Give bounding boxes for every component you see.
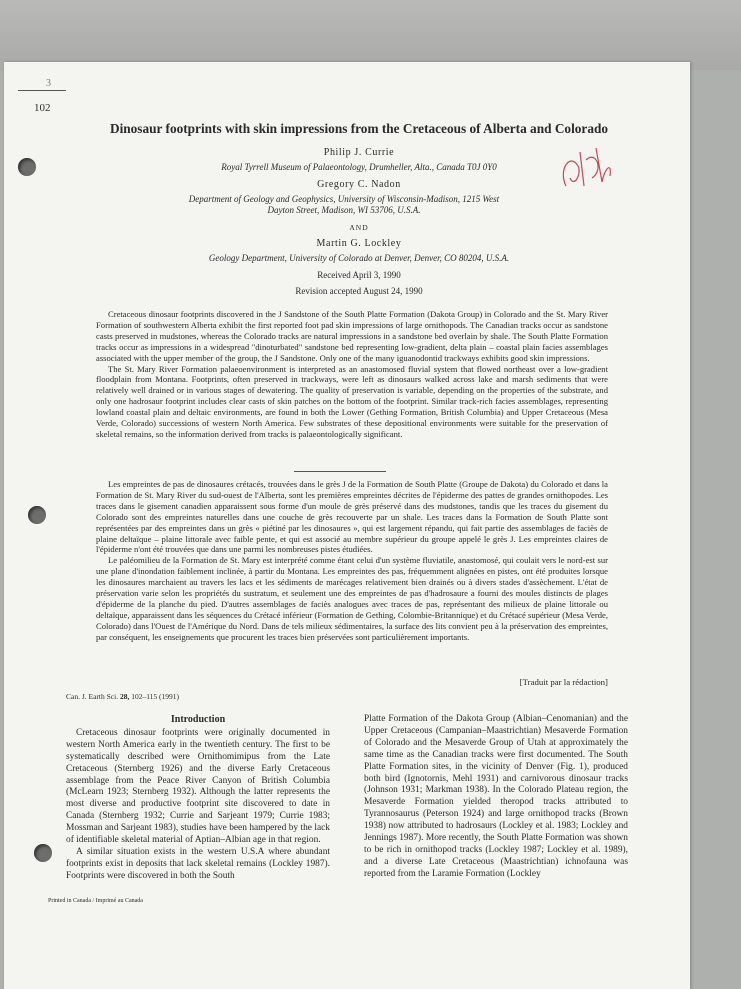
body-paragraph: Cretaceous dinosaur footprints were originally documented in western North America early in the twentieth century. The first to be systematically described were Ornithomimipus from the Late Cretaceous (Sternberg 1926) and the diverse Early Cretaceous assemblage from the Peace River Canyon of British Columbia (McLearn 1923; Sternberg 1932). Although the latter represents the most diverse and productive footprint site discovered to date in Canada (Sternberg 1932; Currie and Sarjeant 1979; Currie 1983; Mossman and Sarjeant 1983), studies have been hampered by the lack of identifiable skeletal material of Aptian–Albian age in that region.	[66, 727, 330, 846]
author-affiliation: Royal Tyrrell Museum of Palaeontology, Drumheller, Alta., Canada T0J 0Y0	[221, 162, 497, 172]
translation-note: [Traduit par la rédaction]	[519, 677, 608, 687]
page-mark-line	[18, 90, 66, 91]
punch-hole	[28, 506, 46, 524]
journal-pages: 102–115 (1991)	[131, 692, 180, 701]
author-name: Martin G. Lockley	[316, 238, 402, 249]
received-date: Received April 3, 1990	[317, 270, 401, 280]
author-affiliation: Department of Geology and Geophysics, University of Wisconsin-Madison, 1215 West Dayton Street, Madison, WI 53706, U.S.A.	[188, 194, 500, 215]
page-number: 102	[34, 102, 51, 114]
and-separator: AND	[349, 223, 369, 232]
handwritten-signature	[552, 130, 622, 200]
page-mark: 3	[46, 78, 51, 89]
abstract-paragraph: The St. Mary River Formation palaeoenvironment is interpreted as an anastomosed fluvial system that flowed northeast over a low-gradient floodplain from Montana. Footprints, often preserved in trackways, were left as dinosaurs walked across lake and marsh sediments that were relatively well drained or in various stages of dewatering. The quality of preservation is variable, depending on the properties of the substrate, and only one hadrosaur footprint includes clear casts of skin patches on the bottom of the footprint. Similar track-rich facies assemblages, representing lowland coastal plain and deltaic environments, are found in both the Lower (Gething Formation, British Columbia) and Upper Cretaceous (Mesa Verde, Colorado) successions of western North America. Few substrates of these depositional environments were suitable for the preservation of skeletal remains, so the information derived from tracks is palaeontologically significant.	[96, 363, 608, 439]
revision-date: Revision accepted August 24, 1990	[295, 286, 423, 296]
author-name: Gregory C. Nadon	[317, 179, 401, 190]
body-paragraph: Platte Formation of the Dakota Group (Albian–Cenomanian) and the Upper Cretaceous (Campanian–Maastrichtian) Mesaverde Formation of Colorado and the Mesaverde Group of Utah at approximately the same time as the Canadian tracks were first documented. The South Platte Formation sites, in the vicinity of Denver (Fig. 1), produced both bird (Ignotornis, Mehl 1931) and carnivorous dinosaur tracks (Johnson 1931; Markman 1938). In the Colorado Plateau region, the Mesaverde Formation yielded theropod tracks attributed to Tyrannosaurus (Peterson 1924) and large ornithopod tracks (Brown 1938) now attributed to hadrosaurs (Lockley et al. 1983; Lockley and Jennings 1987). More recently, the South Platte Formation was shown to be rich in ornithopod tracks (Lockley 1987; Lockley et al. 1989), and a diverse Late Cretaceous (Maastrichtian) ichnofauna was reported from the Laramie Formation (Lockley	[364, 714, 628, 879]
abstract-english	[96, 309, 608, 440]
punch-hole	[34, 844, 52, 862]
body-column-right	[364, 714, 628, 881]
abstract-paragraph: Les empreintes de pas de dinosaures crétacés, trouvées dans le grès J de la Formation de South Platte (Groupe de Dakota) du Colorado et dans la Formation de St. Mary River du sud-ouest de l'Alberta, sont les premières empreintes décrites de l'épiderme des pattes de grandes ornithopodes. Les traces dans le gisement canadien apparaissent sous forme d'un moule de grès préservé dans des mudstones, tandis que les traces du gisement du Colorado sont des empreintes naturelles dans une couche de grès recouverte par un shale. Les traces dans la Formation de South Platte sont représentées par des empreintes dans un grès « piétiné par les dinosaures », qui est largement répandu, qui fait partie des assemblages de faciès de plaine deltaïque – plaine littorale avec faible pente, et qui est associé au membre supérieur du groupe appelé le grès J. Les empreintes claires de l'épiderme n'ont été trouvées que dans une parmi les nombreuses pistes étudiées.	[96, 479, 608, 555]
punch-hole	[18, 158, 36, 176]
document-page	[4, 62, 690, 989]
author-name: Philip J. Currie	[323, 147, 395, 158]
journal-name: Can. J. Earth Sci.	[66, 692, 119, 701]
journal-volume: 28,	[119, 692, 130, 701]
section-heading: Introduction	[170, 714, 226, 725]
print-footer: Printed in Canada / Imprimé au Canada	[48, 898, 143, 904]
journal-citation	[66, 692, 179, 701]
abstract-french	[96, 479, 608, 643]
abstract-paragraph: Le paléomilieu de la Formation de St. Mary est interprété comme étant celui d'un système fluviatile, anastomosé, qui coulait vers le nord-est sur une plane d'inondation faiblement inclinée, à partir du Montana. Les empreintes des pas, fréquemment alignées en pistes, ont été produites lorsque les dinosaures marchaient au travers les lacs et les sédiments de marécages relativement bien drainés ou à divers stades d'assèchement. L'état de préservation varie selon les propriétés du sustratum, et seulement une des empreintes de pas d'hadrosaure a fourni des moules distincts de plages d'épiderme de la planche du pied. D'autres assemblages de faciès analogues avec traces de pas, représentant des milieux de plaine littorale ou deltaïque, apparaissent dans les séquences du Crétacé inférieur (Formation de Gething, Colombie-Britannique) et du Crétacé supérieur (Mesa Verde, Colorado) dans l'Ouest de l'Amérique du Nord. Dans de tels milieux sédimentaires, la surface des lits convient peu à la préservation des empreintes, par conséquent, les enseignements que procurent les traces bien préservées sont particulièrement importants.	[96, 555, 608, 642]
paper-title: Dinosaur footprints with skin impressions from the Cretaceous of Alberta and Colorado	[109, 121, 609, 136]
background-surface	[0, 0, 741, 70]
abstract-divider	[294, 471, 386, 472]
abstract-paragraph: Cretaceous dinosaur footprints discovered in the J Sandstone of the South Platte Formation (Dakota Group) in Colorado and the St. Mary River Formation of southwestern Alberta exhibit the first reported foot pad skin impressions of large ornithopods. The Canadian tracks occur as sandstone casts preserved in mudstones, whereas the Colorado tracks are natural impressions in a sandstone bed overlain by shale. The South Platte Formation tracks occur as impressions in a widespread "dinoturbated" sandstone bed representing low-gradient, delta plain – coastal plain facies assemblages associated with the upper member of the group, the J Sandstone. Only one of the many iguanodontid trackways exhibits good skin impressions.	[96, 309, 608, 363]
body-paragraph: A similar situation exists in the western U.S.A where abundant footprints exist in deposits that lack skeletal remains (Lockley 1987). Footprints were discovered in both the South	[66, 846, 330, 881]
body-column-left	[66, 714, 330, 883]
author-affiliation: Geology Department, University of Colorado at Denver, Denver, CO 80204, U.S.A.	[208, 253, 510, 263]
